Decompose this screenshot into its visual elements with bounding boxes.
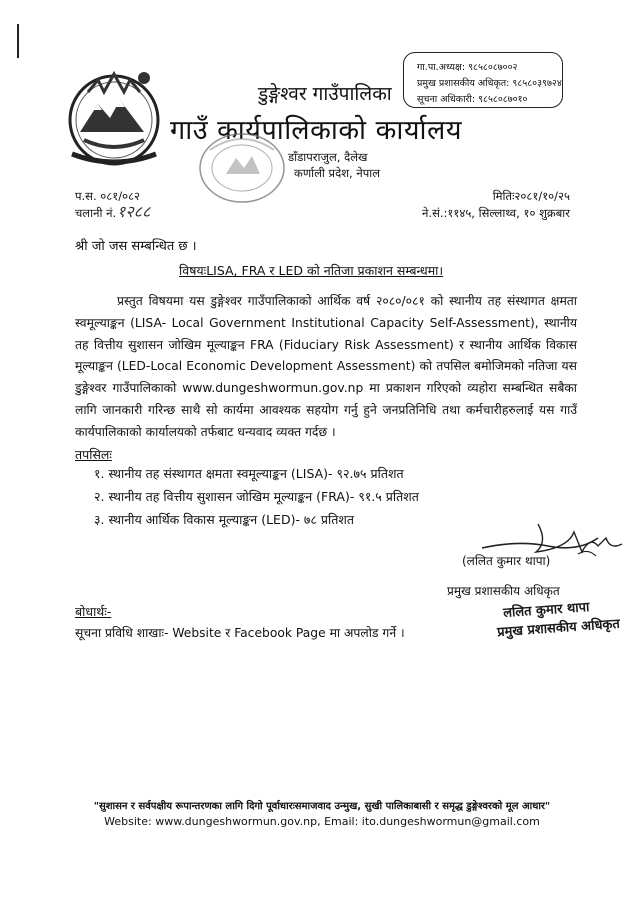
contact-info-officer: सूचना अधिकारी: ९८५८०८७०१० [417,94,528,105]
office-name: डुङ्गेश्वर गाउँपालिका [258,83,392,105]
letter-date: मितिः२०८१/१०/२५ [492,189,570,203]
bodharth-label: बोधार्थः- [75,604,112,619]
chalani-label: चलानी नं. [75,206,117,220]
result-item: १. स्थानीय तह संस्थागत क्षमता स्वमूल्याङ्कन (LISA)- ९२.७५ प्रतिशत [94,466,404,481]
signatory-name: (ललित कुमार थापा) [462,554,551,568]
margin-mark [17,24,19,58]
bodharth-text: सूचना प्रविधि शाखाः- Website र Facebook Page मा अपलोड गर्ने । [75,626,405,640]
result-item: ३. स्थानीय आर्थिक विकास मूल्याङ्कन (LED)- ७८ प्रतिशत [94,512,355,527]
signatory-designation: प्रमुख प्रशासकीय अधिकृत [447,584,560,598]
footer-contact: Website: www.dungeshwormun.gov.np, Email: ito.dungeshwormun@gmail.com [104,815,540,828]
office-title: गाउँ कार्यपालिकाको कार्यालय [170,115,462,146]
salutation: श्री जो जस सम्बन्धित छ । [75,239,197,254]
result-item: २. स्थानीय तह वित्तीय सुशासन जोखिम मूल्याङ्कन (FRA)- ९१.५ प्रतिशत [94,489,419,504]
name-stamp: ललित कुमार थापा [502,600,590,621]
contact-cao: प्रमुख प्रशासकीय अधिकृत: ९८५८०३९७२४ [417,78,562,89]
contact-chairperson: गा.पा.अध्यक्ष: ९८५८०८७००२ [417,62,518,73]
office-seal-stamp-icon [196,130,288,206]
footer-motto: "सुशासन र सर्वपक्षीय रूपान्तरणका लागि दिगो पूर्वाधारःसमाजवाद उन्मुख, सुखी पालिकाबासी र समृद्ध डुङ्गेश्वरको मूल आधार" [93,801,551,812]
address-line: डाँडापराजुल, दैलेख [288,150,368,164]
address-line: कर्णाली प्रदेश, नेपाल [294,166,381,180]
nepal-sambat-date: ने.सं.:११४५, सिल्लाथ्व, १० शुक्रबार [422,206,570,220]
tapasil-heading: तपसिलः [75,447,112,462]
designation-stamp: प्रमुख प्रशासकीय अधिकृत [496,616,621,641]
nepal-government-emblem-icon [58,62,170,174]
chalani-number-handwritten: १२८८ [117,202,151,221]
patra-sankhya: प.स. ०८१/०८२ [75,189,141,203]
letter-subject: विषयःLISA, FRA र LED को नतिजा प्रकाशन सम्बन्धमा। [179,263,444,278]
letter-body: प्रस्तुत विषयमा यस डुङ्गेश्वर गाउँपालिकाको आर्थिक वर्ष २०८०/०८१ को स्थानीय तह संस्थागत क्षमता स्वमूल्याङ्कन (LISA- Local Government Institutional Capacity Self-Assessment), स्थानीय तह वित्तीय सुशासन जोखिम मूल्याङ्कन FRA (Fiduciary Risk Assessment) र स्थानीय आर्थिक विकास मूल्याङ्कन (LED-Local Economic Development Assessment) को तपसिल बमोजिमको नतिजा यस डुङ्गेश्वर गाउँपालिकाको www.dungeshwormun.gov.np मा प्रकाशन गरिएको व्यहोरा सम्बन्धित सबैका लागि जानकारी गरिन्छ साथै सो कार्यमा आवश्यक सहयोग गर्नु हुने जनप्रतिनिधि तथा कर्मचारीहरुलाई यस गाउँ कार्यपालिकाको कार्यालयको तर्फबाट धन्यवाद व्यक्त गर्दछ । [75,294,577,439]
